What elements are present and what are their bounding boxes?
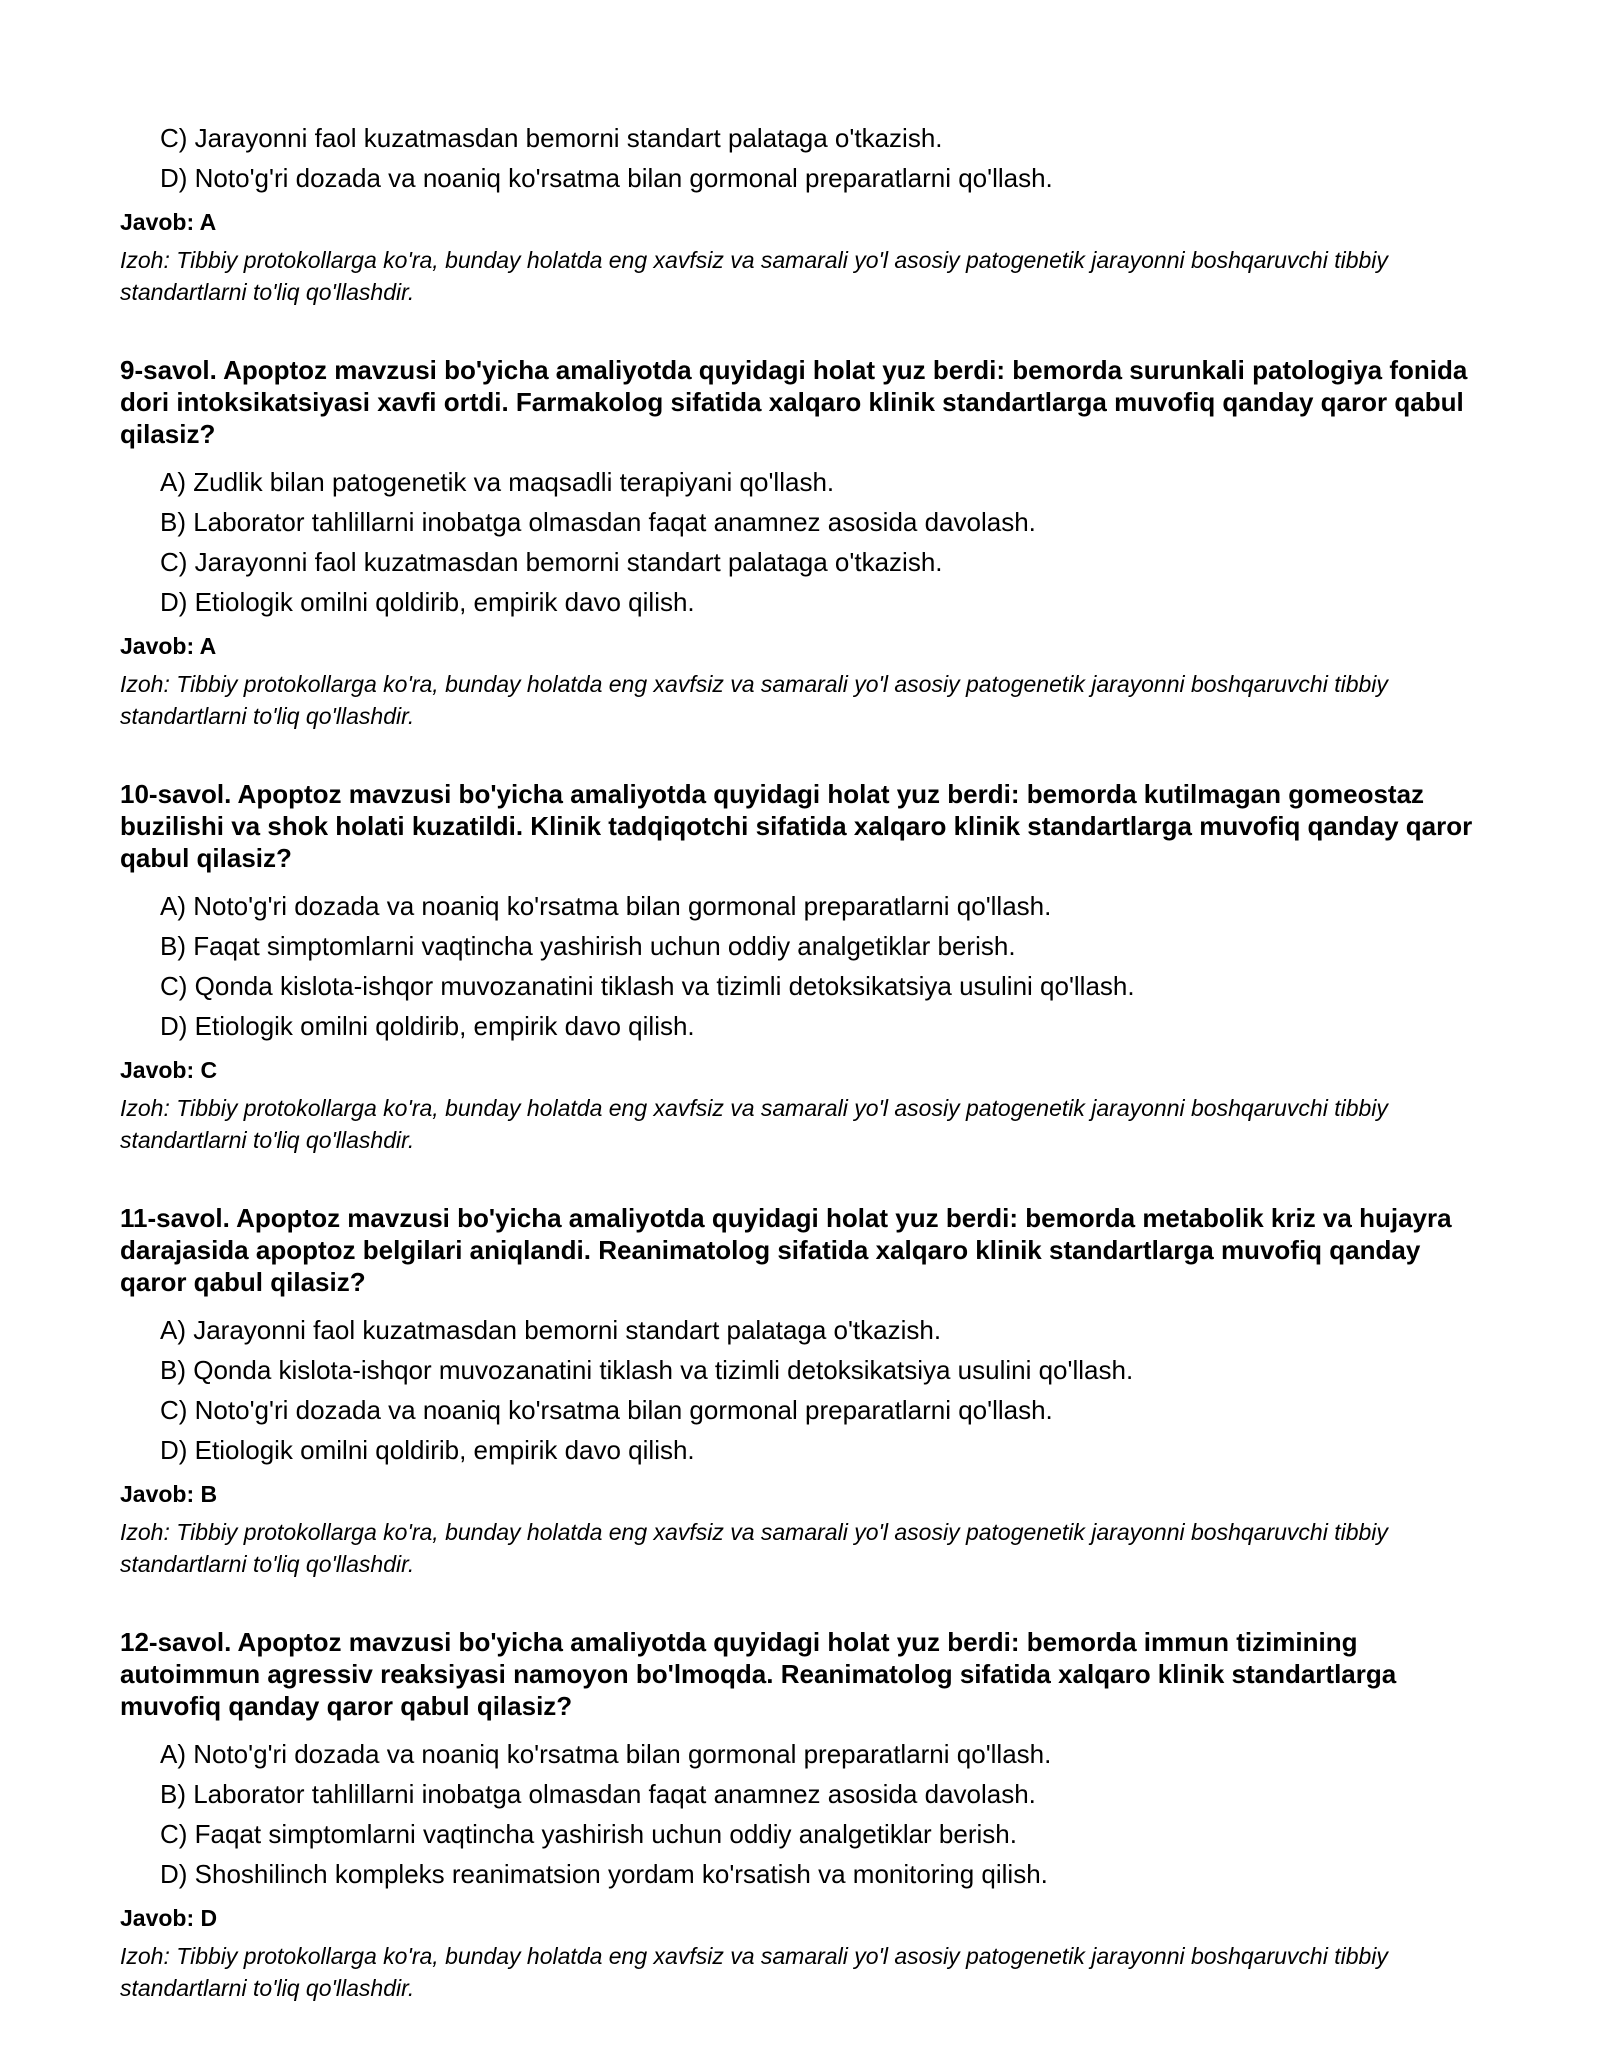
option-b: B) Laborator tahlillarni inobatga olmasdan faqat anamnez asosida davolash. xyxy=(160,1779,1036,1809)
question-12 xyxy=(120,1626,1480,2004)
question-11 xyxy=(120,1202,1480,1580)
option-a: A) Zudlik bilan patogenetik va maqsadli terapiyani qo'llash. xyxy=(160,467,835,497)
explanation-note: Izoh: Tibbiy protokollarga ko'ra, bunday holatda eng xavfsiz va samarali yo'l asosiy patogenetik jarayonni boshqaruvchi tibbiy standartlarni to'liq qo'llashdir. xyxy=(120,1095,1388,1153)
question-text: 9-savol. Apoptoz mavzusi bo'yicha amaliyotda quyidagi holat yuz berdi: bemorda surunkali patologiya fonida dori intoksikatsiyasi xavfi ortdi. Farmakolog sifatida xalqaro klinik standartlarga muvofiq qanday qaror qabul qilasiz? xyxy=(120,355,1468,449)
option-c: C) Noto'g'ri dozada va noaniq ko'rsatma bilan gormonal preparatlarni qo'llash. xyxy=(160,1395,1053,1425)
explanation-note: Izoh: Tibbiy protokollarga ko'ra, bunday holatda eng xavfsiz va samarali yo'l asosiy patogenetik jarayonni boshqaruvchi tibbiy standartlarni to'liq qo'llashdir. xyxy=(120,1519,1388,1577)
option-c: C) Jarayonni faol kuzatmasdan bemorni standart palataga o'tkazish. xyxy=(160,123,943,153)
option-d: D) Noto'g'ri dozada va noaniq ko'rsatma bilan gormonal preparatlarni qo'llash. xyxy=(160,163,1053,193)
answer-label: Javob: B xyxy=(120,1481,218,1507)
option-d: D) Etiologik omilni qoldirib, empirik davo qilish. xyxy=(160,1011,695,1041)
answer-label: Javob: C xyxy=(120,1057,218,1083)
answer-label: Javob: A xyxy=(120,209,217,235)
question-9 xyxy=(120,354,1480,732)
option-a: A) Noto'g'ri dozada va noaniq ko'rsatma bilan gormonal preparatlarni qo'llash. xyxy=(160,1739,1052,1769)
option-d: D) Etiologik omilni qoldirib, empirik davo qilish. xyxy=(160,1435,695,1465)
option-d: D) Shoshilinch kompleks reanimatsion yordam ko'rsatish va monitoring qilish. xyxy=(160,1859,1048,1889)
explanation-note: Izoh: Tibbiy protokollarga ko'ra, bunday holatda eng xavfsiz va samarali yo'l asosiy patogenetik jarayonni boshqaruvchi tibbiy standartlarni to'liq qo'llashdir. xyxy=(120,247,1388,305)
question-text: 12-savol. Apoptoz mavzusi bo'yicha amaliyotda quyidagi holat yuz berdi: bemorda immun tizimining autoimmun agressiv reaksiyasi namoyon bo'lmoqda. Reanimatolog sifatida xalqaro klinik standartlarga muvofiq qanday qaror qabul qilasiz? xyxy=(120,1627,1397,1721)
question-text: 10-savol. Apoptoz mavzusi bo'yicha amaliyotda quyidagi holat yuz berdi: bemorda kutilmagan gomeostaz buzilishi va shok holati kuzatildi. Klinik tadqiqotchi sifatida xalqaro klinik standartlarga muvofiq qanday qaror qabul qilasiz? xyxy=(120,779,1473,873)
answer-label: Javob: A xyxy=(120,633,217,659)
explanation-note: Izoh: Tibbiy protokollarga ko'ra, bunday holatda eng xavfsiz va samarali yo'l asosiy patogenetik jarayonni boshqaruvchi tibbiy standartlarni to'liq qo'llashdir. xyxy=(120,1943,1388,2001)
option-d: D) Etiologik omilni qoldirib, empirik davo qilish. xyxy=(160,587,695,617)
option-b: B) Laborator tahlillarni inobatga olmasdan faqat anamnez asosida davolash. xyxy=(160,507,1036,537)
question-text: 11-savol. Apoptoz mavzusi bo'yicha amaliyotda quyidagi holat yuz berdi: bemorda metabolik kriz va hujayra darajasida apoptoz belgilari aniqlandi. Reanimatolog sifatida xalqaro klinik standartlarga muvofiq qanday qaror qabul qilasiz? xyxy=(120,1203,1452,1297)
option-a: A) Jarayonni faol kuzatmasdan bemorni standart palataga o'tkazish. xyxy=(160,1315,942,1345)
option-c: C) Faqat simptomlarni vaqtincha yashirish uchun oddiy analgetiklar berish. xyxy=(160,1819,1017,1849)
question-10 xyxy=(120,778,1480,1156)
answer-label: Javob: D xyxy=(120,1905,218,1931)
carryover-block xyxy=(120,118,1480,308)
option-c: C) Qonda kislota-ishqor muvozanatini tiklash va tizimli detoksikatsiya usulini qo'llash. xyxy=(160,971,1135,1001)
option-c: C) Jarayonni faol kuzatmasdan bemorni standart palataga o'tkazish. xyxy=(160,547,943,577)
explanation-note: Izoh: Tibbiy protokollarga ko'ra, bunday holatda eng xavfsiz va samarali yo'l asosiy patogenetik jarayonni boshqaruvchi tibbiy standartlarni to'liq qo'llashdir. xyxy=(120,671,1388,729)
option-b: B) Qonda kislota-ishqor muvozanatini tiklash va tizimli detoksikatsiya usulini qo'llash. xyxy=(160,1355,1134,1385)
option-b: B) Faqat simptomlarni vaqtincha yashirish uchun oddiy analgetiklar berish. xyxy=(160,931,1016,961)
option-a: A) Noto'g'ri dozada va noaniq ko'rsatma bilan gormonal preparatlarni qo'llash. xyxy=(160,891,1052,921)
